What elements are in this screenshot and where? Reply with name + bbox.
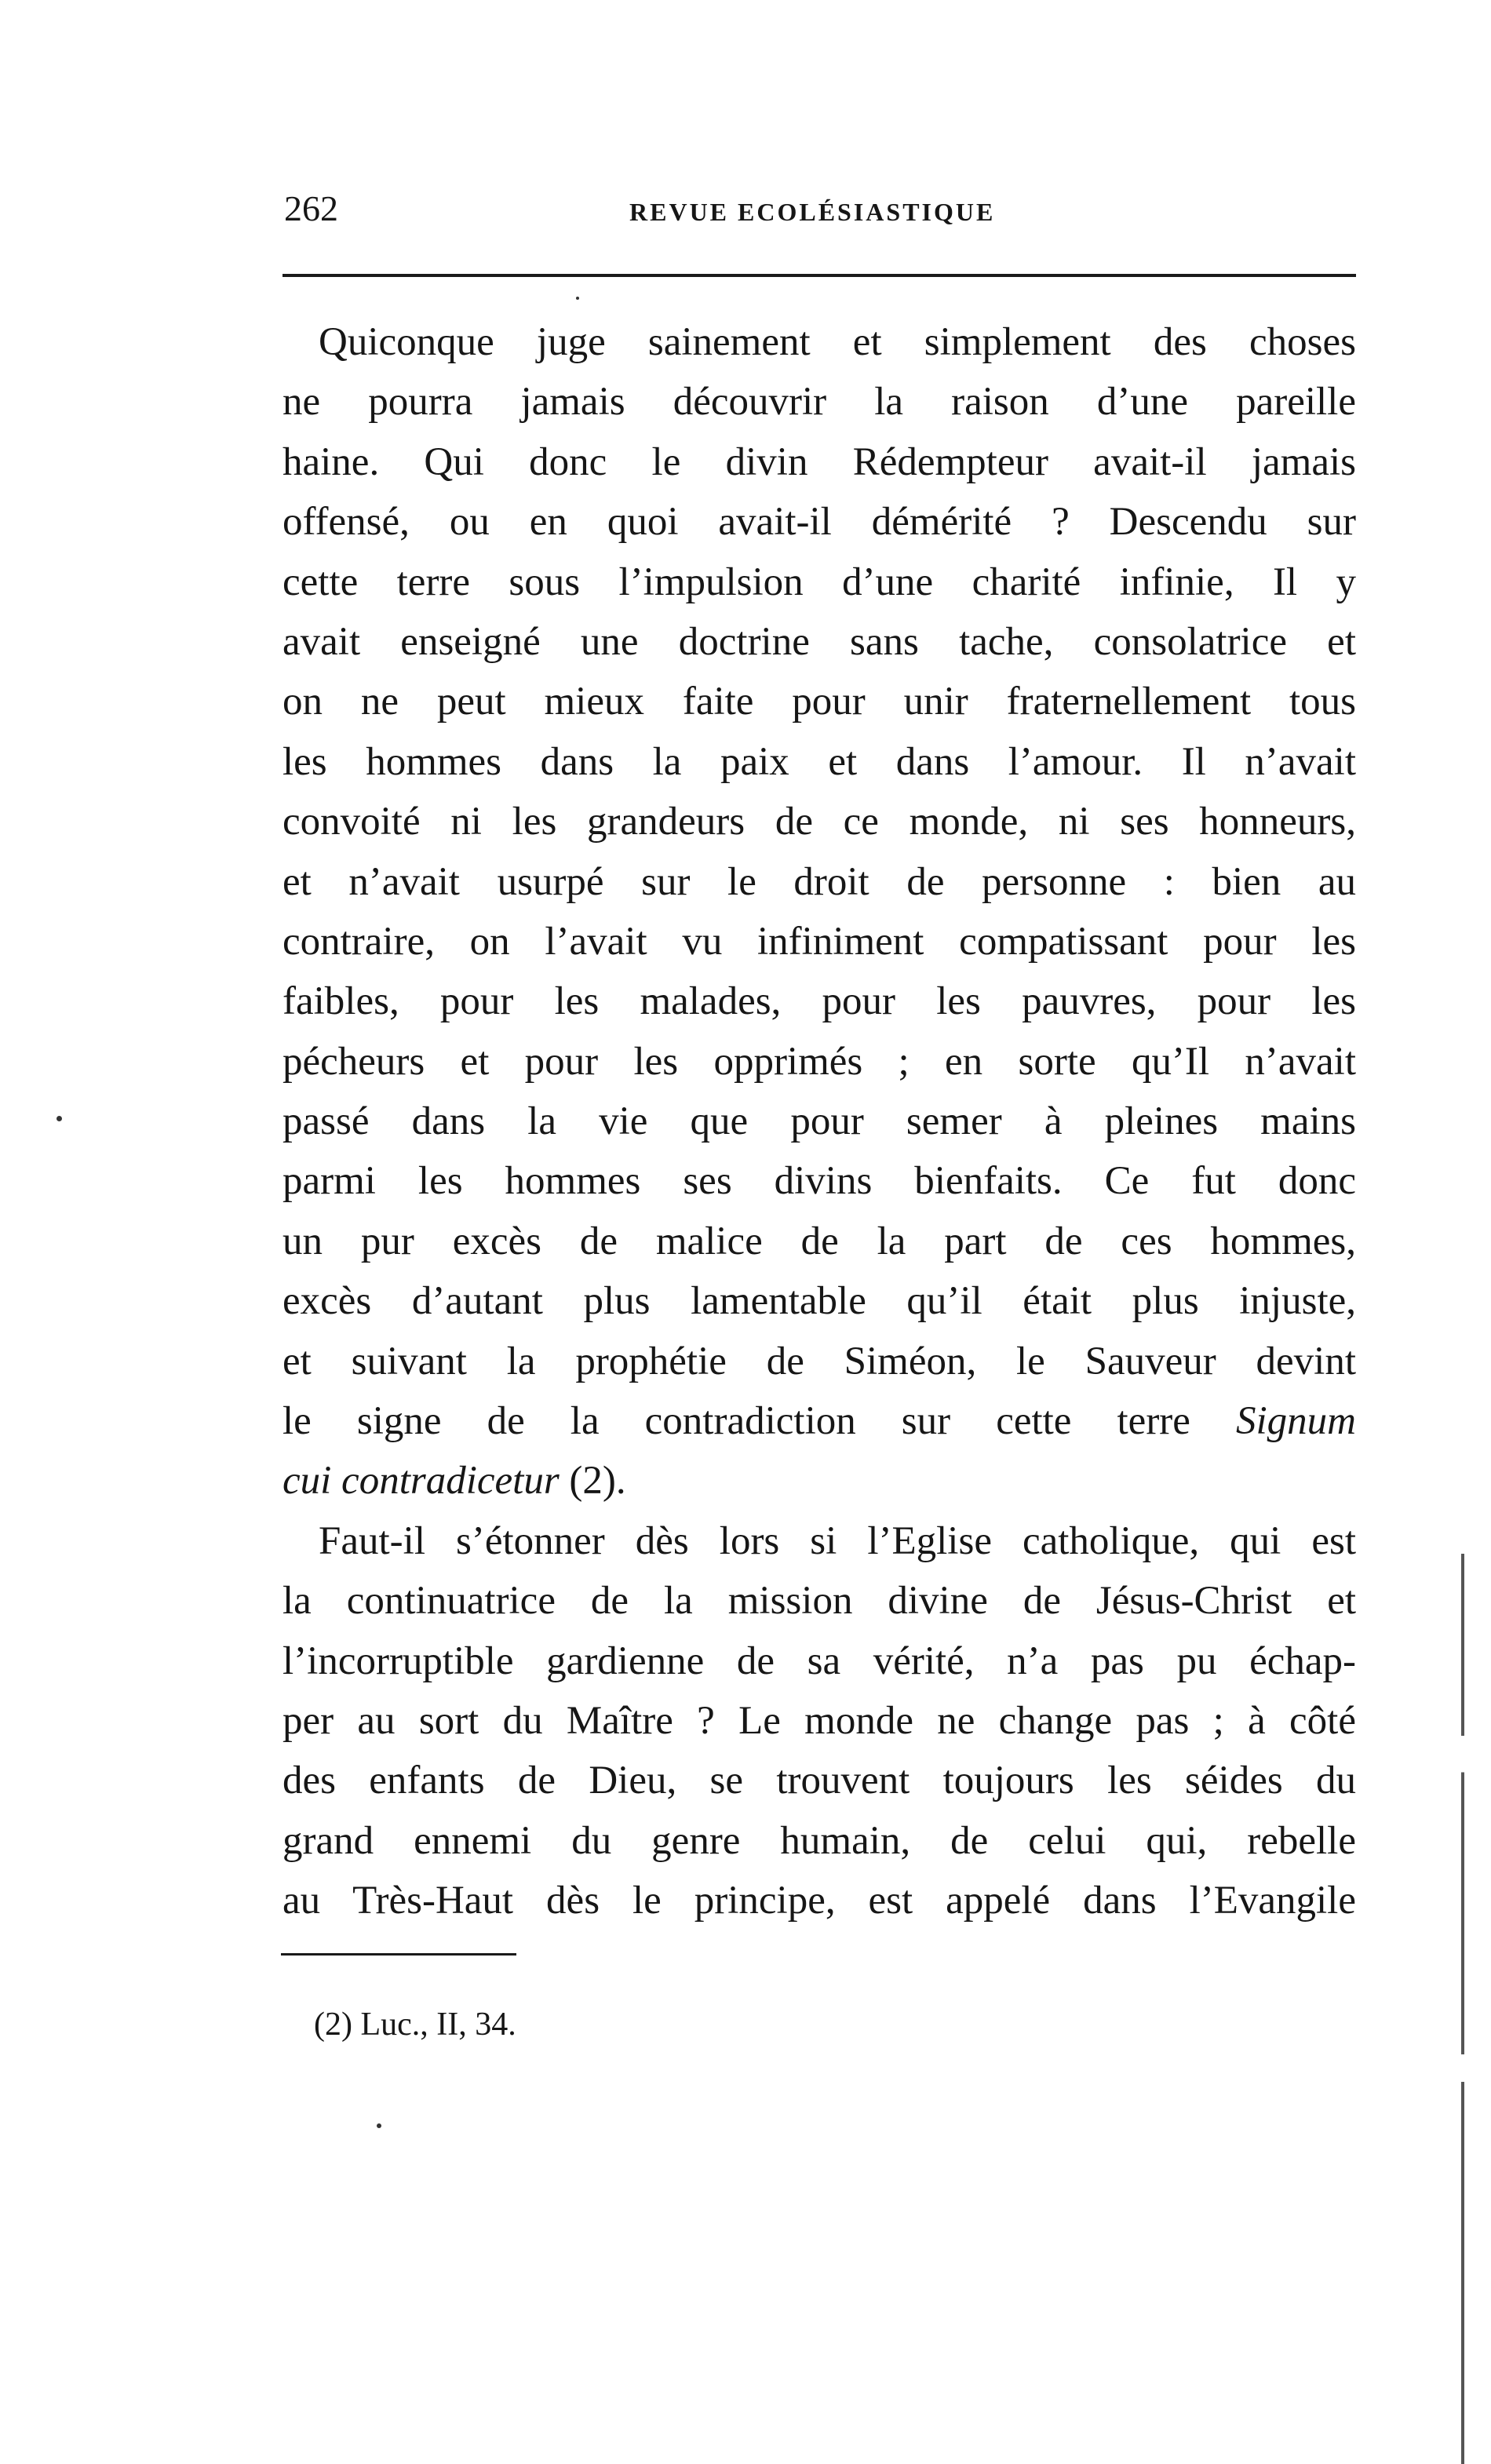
text-line: la continuatrice de la mission divine de Jésus-Christ et	[283, 1579, 1356, 1624]
text-line: Quiconque juge sainement et simplement des choses	[319, 320, 1356, 364]
text-line	[283, 1391, 1356, 1451]
ink-speck	[576, 297, 579, 300]
text-line: pécheurs et pour les opprimés ; en sorte qu’Il n’avait	[283, 1039, 1356, 1084]
page-edge-mark	[1461, 1554, 1464, 2464]
footnote: (2) Luc., II, 34.	[314, 2007, 516, 2043]
text-line: excès d’autant plus lamentable qu’il était plus injuste,	[283, 1279, 1356, 1324]
page-header	[284, 185, 1358, 232]
ink-speck	[377, 2123, 381, 2128]
text-line: cette terre sous l’impulsion d’une charité infinie, Il y	[283, 560, 1356, 604]
text-line: un pur excès de malice de la part de ces hommes,	[283, 1219, 1356, 1263]
text-line: offensé, ou en quoi avait-il démérité ? Descendu sur	[283, 500, 1356, 545]
text-line: et n’avait usurpé sur le droit de personne : bien au	[283, 859, 1356, 904]
text-line: haine. Qui donc le divin Rédempteur avait-il jamais	[283, 439, 1356, 484]
text-line: contraire, on l’avait vu infiniment compatissant pour les	[283, 919, 1356, 964]
text-line: passé dans la vie que pour semer à pleines mains	[283, 1099, 1356, 1144]
text-line: au Très-Haut dès le principe, est appelé dans l’Evangile	[283, 1879, 1356, 1923]
text-line: faibles, pour les malades, pour les pauvres, pour les	[283, 979, 1356, 1024]
text-line: l’incorruptible gardienne de sa vérité, n’a pas pu échap-	[283, 1638, 1356, 1683]
ink-speck	[57, 1116, 62, 1121]
latin-quote-end: cui contradicetur	[283, 1459, 560, 1504]
text-line: parmi les hommes ses divins bienfaits. Ce fut donc	[283, 1159, 1356, 1204]
text-line	[283, 1451, 1356, 1511]
text-line: per au sort du Maître ? Le monde ne change pas ; à côté	[283, 1698, 1356, 1743]
text-line: ne pourra jamais découvrir la raison d’une pareille	[283, 380, 1356, 425]
text-line: convoité ni les grandeurs de ce monde, ni ses honneurs,	[283, 800, 1356, 844]
page-number: 262	[284, 188, 338, 228]
latin-quote-start: Signum	[1236, 1399, 1356, 1444]
text-line: des enfants de Dieu, se trouvent toujours les séides du	[283, 1759, 1356, 1803]
header-rule	[283, 274, 1356, 277]
footnote-reference: (2).	[569, 1459, 626, 1504]
text-line-content: le signe de la contradiction sur cette terre	[283, 1399, 1190, 1444]
text-line: Faut-il s’étonner dès lors si l’Eglise catholique, qui est	[319, 1518, 1356, 1563]
text-line: et suivant la prophétie de Siméon, le Sauveur devint	[283, 1339, 1356, 1383]
text-line: les hommes dans la paix et dans l’amour. Il n’avait	[283, 739, 1356, 784]
running-title: REVUE ECOLÉSIASTIQUE	[629, 198, 996, 226]
text-line: grand ennemi du genre humain, de celui qui, rebelle	[283, 1818, 1356, 1863]
text-line: on ne peut mieux faite pour unir fraternellement tous	[283, 680, 1356, 724]
text-line: avait enseigné une doctrine sans tache, consolatrice et	[283, 619, 1356, 664]
body-text	[283, 312, 1356, 1931]
footnote-rule	[281, 1953, 516, 1956]
